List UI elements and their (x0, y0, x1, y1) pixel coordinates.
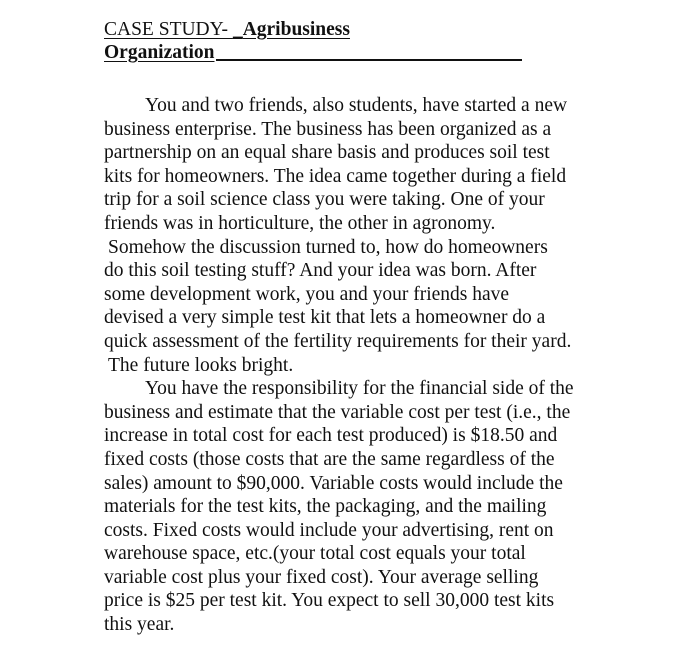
paragraph-1-line: do this soil testing stuff? And your idea was born. After (104, 260, 537, 282)
paragraph-1-line: quick assessment of the fertility requirements for their yard. (104, 330, 572, 352)
paragraph-1-line: friends was in horticulture, the other in agronomy. (104, 212, 496, 234)
paragraph-2-line: price is $25 per test kit. You expect to sell 30,000 test kits (104, 590, 555, 612)
paragraph-2-line: materials for the test kits, the packaging, and the mailing (104, 496, 547, 518)
paragraph-2-line: fixed costs (those costs that are the same regardless of the (104, 448, 555, 470)
case-study-title-line2 (104, 41, 604, 64)
paragraph-1-line: business enterprise. The business has been organized as a (104, 118, 552, 140)
case-study-title (104, 18, 604, 41)
title-underscore: _ (232, 19, 243, 40)
paragraph-1-line: some development work, you and your friends have (104, 283, 510, 305)
paragraph-1-line: The future looks bright. (108, 354, 294, 376)
document-page (104, 18, 604, 636)
paragraph-2-line: sales) amount to $90,000. Variable costs would include the (104, 472, 563, 494)
paragraph-2-line: this year. (104, 614, 175, 636)
paragraph-2-line: business and estimate that the variable cost per test (i.e., the (104, 401, 571, 423)
paragraph-2-line: warehouse space, etc.(your total cost equals your total (104, 543, 526, 565)
paragraph-2-line: increase in total cost for each test produced) is $18.50 and (104, 425, 558, 447)
paragraph-1-line: partnership on an equal share basis and produces soil test (104, 142, 550, 164)
title-prefix: CASE STUDY- (104, 19, 233, 40)
paragraph-2-line: You have the responsibility for the financial side of the (145, 378, 574, 400)
paragraph-2-line: variable cost plus your fixed cost). Your average selling (104, 566, 539, 588)
paragraph-1-line: You and two friends, also students, have started a new (145, 95, 568, 116)
paragraph-1-line: devised a very simple test kit that lets a homeowner do a (104, 307, 546, 329)
title-line2-word: Organization (104, 42, 215, 63)
paragraph-1-line: Somehow the discussion turned to, how do homeowners (108, 236, 548, 258)
case-study-body (104, 94, 604, 637)
paragraph-2-line: costs. Fixed costs would include your advertising, rent on (104, 519, 554, 541)
paragraph-1-line: trip for a soil science class you were taking. One of your (104, 189, 545, 211)
title-underline-rule (216, 59, 522, 61)
paragraph-1-line: kits for homeowners. The idea came together during a field (104, 165, 567, 187)
title-bold-word: Agribusiness (242, 19, 350, 40)
